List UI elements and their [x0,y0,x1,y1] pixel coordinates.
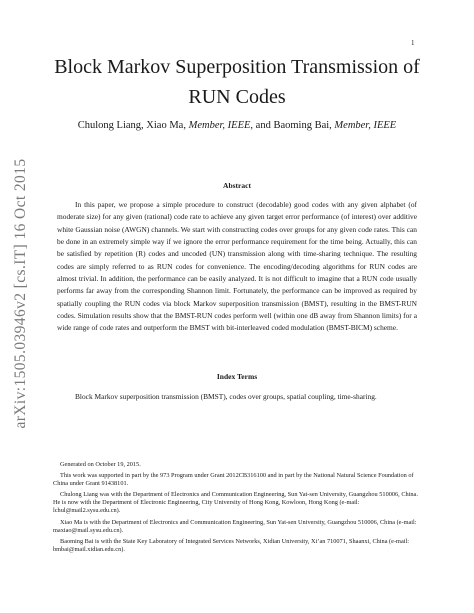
index-terms-text: Block Markov superposition transmission (BMST), codes over groups, spatial coupling, time-sharing. [75,392,377,401]
paper-title [50,52,424,112]
author-membership-1: Member, IEEE [188,120,251,131]
footnote-liang: Chulong Liang was with the Department of Electronics and Communication Engineering, Sun Yat-sen University, Guangzhou 510006, China. He is now with the Department of Electronic Engineering, City University of Hong Kong, Kowloon, Hong Kong (e-mail: lchul@mail2.sysu.edu.cn). [53,491,418,515]
author-list [40,120,434,131]
index-terms-heading: Index Terms [216,372,258,381]
footnote-bai: Baoming Bai is with the State Key Laboratory of Integrated Services Networks, Xidian University, Xi’an 710071, Shaanxi, China (e-mail: bmbai@mail.xidian.edu.cn). [53,538,409,554]
abstract-heading: Abstract [223,181,251,190]
title-line-2: RUN Codes [188,86,286,108]
author-names-1: Chulong Liang, Xiao Ma, [77,120,189,131]
footnote-support: This work was supported in part by the 973 Program under Grant 2012CB316100 and in part by the National Natural Science Foundation of China under Grant 91438101. [53,472,414,488]
footnote-ma: Xiao Ma is with the Department of Electronics and Communication Engineering, Sun Yat-sen University, Guangzhou 510006, China (e-mail: maxiao@mail.sysu.edu.cn). [53,519,417,535]
arxiv-stamp: arXiv:1505.03946v2 [cs.IT] 16 Oct 2015 [12,158,29,429]
page-number: 1 [411,39,415,47]
title-line-1: Block Markov Superposition Transmission of [54,56,420,78]
author-membership-2: Member, IEEE [334,120,397,131]
abstract-text: In this paper, we propose a simple procedure to construct (decodable) good codes with any given alphabet (of moderate size) for any given (rational) code rate to achieve any given target error performance (of interest) over additive white Gaussian noise (AWGN) channels. We start with constructing codes over groups for any given code rates. This can be done in an extremely simple way if we ignore the error performance requirement for the time being. Actually, this can be satisfied by repetition (R) codes and uncoded (UN) transmission along with time-sharing technique. The resulting codes are simply referred to as RUN codes for convenience. The encoding/decoding algorithms for RUN codes are almost trivial. In addition, the performance can be easily analyzed. It is not difficult to imagine that a RUN code usually performs far away from the corresponding Shannon limit. Fortunately, the performance can be improved as required by spatially coupling the RUN codes via block Markov superposition transmission (BMST), resulting in the BMST-RUN codes. Simulation results show that the BMST-RUN codes perform well (within one dB away from Shannon limits) for a wide range of code rates and outperform the BMST with bit-interleaved coded modulation (BMST-BICM) scheme. [57,200,417,333]
footnote-generated: Generated on October 19, 2015. [60,461,141,468]
author-names-2: , and Baoming Bai, [250,120,335,131]
